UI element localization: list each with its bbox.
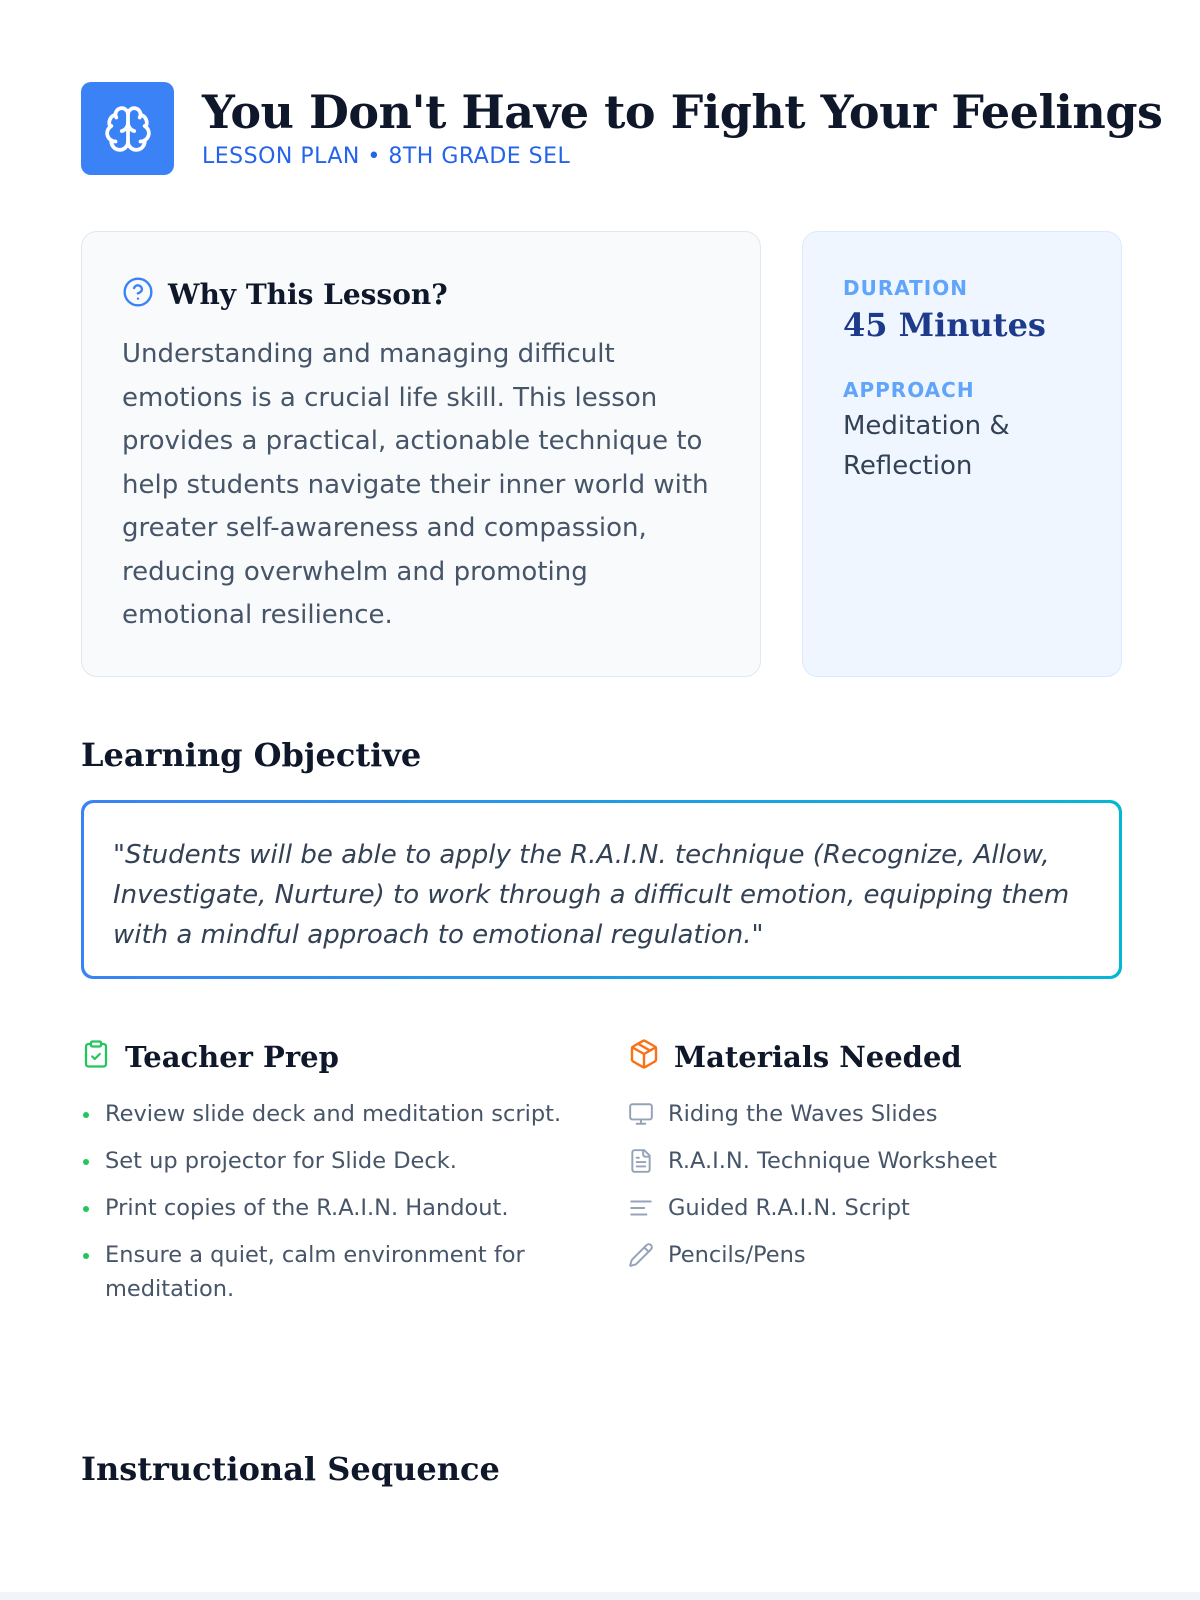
teacher-prep-section <box>81 1038 581 1319</box>
materials-section <box>628 1038 1122 1285</box>
why-lesson-card <box>81 231 761 677</box>
list-item-text: Print copies of the R.A.I.N. Handout. <box>105 1195 509 1221</box>
teacher-prep-title: Teacher Prep <box>125 1039 339 1074</box>
list-item <box>81 1238 581 1306</box>
duration-label: DURATION <box>843 276 968 300</box>
list-item <box>628 1144 1122 1178</box>
bullet-icon <box>83 1206 89 1212</box>
learning-objective-text: "Students will be able to apply the R.A.I.N. technique (Recognize, Allow, Investigate, Nurture) to work through a difficult emotion, equipping them with a mindful approach to emotional regulation." <box>84 803 1119 976</box>
page-subtitle: LESSON PLAN • 8TH GRADE SEL <box>202 144 571 169</box>
brain-icon <box>81 82 174 175</box>
why-lesson-body: Understanding and managing difficult emotions is a crucial life skill. This lesson provides a practical, actionable technique to help students navigate their inner world with greater self-awareness and compassion, reducing overwhelm and promoting emotional resilience. <box>122 339 709 630</box>
list-item-text: Review slide deck and meditation script. <box>105 1101 562 1127</box>
package-icon <box>628 1038 660 1075</box>
list-item-text: Pencils/Pens <box>668 1242 806 1268</box>
align-left-icon <box>628 1195 654 1221</box>
list-item <box>81 1144 581 1178</box>
help-circle-icon <box>122 276 154 313</box>
list-item-text: Riding the Waves Slides <box>668 1101 938 1127</box>
duration-value: 45 Minutes <box>843 306 1046 344</box>
list-item-text: Set up projector for Slide Deck. <box>105 1148 457 1174</box>
materials-title: Materials Needed <box>674 1039 962 1074</box>
list-item <box>81 1191 581 1225</box>
teacher-prep-list <box>81 1097 581 1306</box>
bullet-icon <box>83 1159 89 1165</box>
bullet-icon <box>83 1112 89 1118</box>
list-item <box>628 1191 1122 1225</box>
instructional-sequence-heading: Instructional Sequence <box>81 1450 500 1488</box>
list-item <box>628 1238 1122 1272</box>
learning-objective-heading: Learning Objective <box>81 736 422 774</box>
lesson-meta-card <box>802 231 1122 677</box>
list-item <box>81 1097 581 1131</box>
list-item <box>628 1097 1122 1131</box>
materials-list <box>628 1097 1122 1272</box>
list-item-text: Ensure a quiet, calm environment for meditation. <box>105 1242 525 1302</box>
pencil-icon <box>628 1242 654 1268</box>
bullet-icon <box>83 1253 89 1259</box>
list-item-text: R.A.I.N. Technique Worksheet <box>668 1148 997 1174</box>
why-lesson-title: Why This Lesson? <box>168 278 448 311</box>
list-item-text: Guided R.A.I.N. Script <box>668 1195 910 1221</box>
file-text-icon <box>628 1148 654 1174</box>
page-title: You Don't Have to Fight Your Feelings <box>202 85 1163 139</box>
monitor-icon <box>628 1101 654 1127</box>
page-bottom-edge <box>0 1592 1200 1600</box>
learning-objective-box <box>81 800 1122 979</box>
approach-label: APPROACH <box>843 378 975 402</box>
page-header <box>81 82 1162 175</box>
clipboard-check-icon <box>81 1038 111 1075</box>
approach-value: Meditation & Reflection <box>843 411 1010 481</box>
